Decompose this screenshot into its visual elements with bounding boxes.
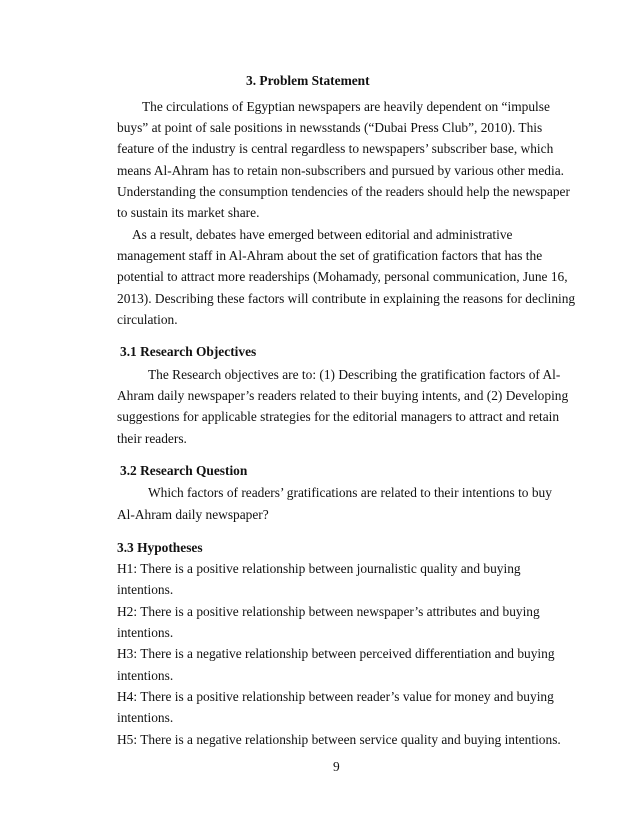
text-line: potential to attract more readerships (Mohamady, personal communication, June 16,: [117, 269, 568, 284]
text-line: management staff in Al-Ahram about the set of gratification factors that has the: [117, 248, 543, 263]
text-line: circulation.: [117, 312, 178, 327]
text-line: feature of the industry is central regardless to newspapers’ subscriber base, which: [117, 141, 554, 156]
hypothesis-line: H5: There is a negative relationship between service quality and buying intentions.: [117, 732, 561, 747]
research-objectives-heading: 3.1 Research Objectives: [120, 344, 257, 359]
hypothesis-line: intentions.: [117, 710, 174, 725]
text-line: The Research objectives are to: (1) Describing the gratification factors of Al-: [148, 367, 561, 382]
text-line: to sustain its market share.: [117, 205, 260, 220]
text-line: As a result, debates have emerged between editorial and administrative: [132, 227, 513, 242]
hypothesis-line: intentions.: [117, 582, 174, 597]
research-question-heading: 3.2 Research Question: [120, 463, 248, 478]
hypothesis-line: intentions.: [117, 668, 174, 683]
text-line: 2013). Describing these factors will contribute in explaining the reasons for declining: [117, 291, 576, 306]
text-line: their readers.: [117, 431, 187, 446]
text-line: The circulations of Egyptian newspapers are heavily dependent on “impulse: [142, 99, 550, 114]
section-title: 3. Problem Statement: [246, 73, 370, 88]
page-number: 9: [333, 759, 340, 774]
hypothesis-line: H3: There is a negative relationship between perceived differentiation and buying: [117, 646, 555, 661]
text-line: Which factors of readers’ gratifications are related to their intentions to buy: [148, 485, 552, 500]
text-line: Al-Ahram daily newspaper?: [117, 507, 269, 522]
text-line: buys” at point of sale positions in newsstands (“Dubai Press Club”, 2010). This: [117, 120, 543, 135]
text-line: Understanding the consumption tendencies of the readers should help the newspaper: [117, 184, 570, 199]
text-line: Ahram daily newspaper’s readers related to their buying intents, and (2) Developing: [117, 388, 569, 403]
hypothesis-line: intentions.: [117, 625, 174, 640]
hypothesis-line: H1: There is a positive relationship between journalistic quality and buying: [117, 561, 521, 576]
text-line: means Al-Ahram has to retain non-subscribers and pursued by various other media.: [117, 163, 564, 178]
hypotheses-heading: 3.3 Hypotheses: [117, 540, 203, 555]
hypothesis-line: H2: There is a positive relationship between newspaper’s attributes and buying: [117, 604, 540, 619]
text-line: suggestions for applicable strategies for the editorial managers to attract and retain: [117, 409, 560, 424]
hypothesis-line: H4: There is a positive relationship between reader’s value for money and buying: [117, 689, 554, 704]
